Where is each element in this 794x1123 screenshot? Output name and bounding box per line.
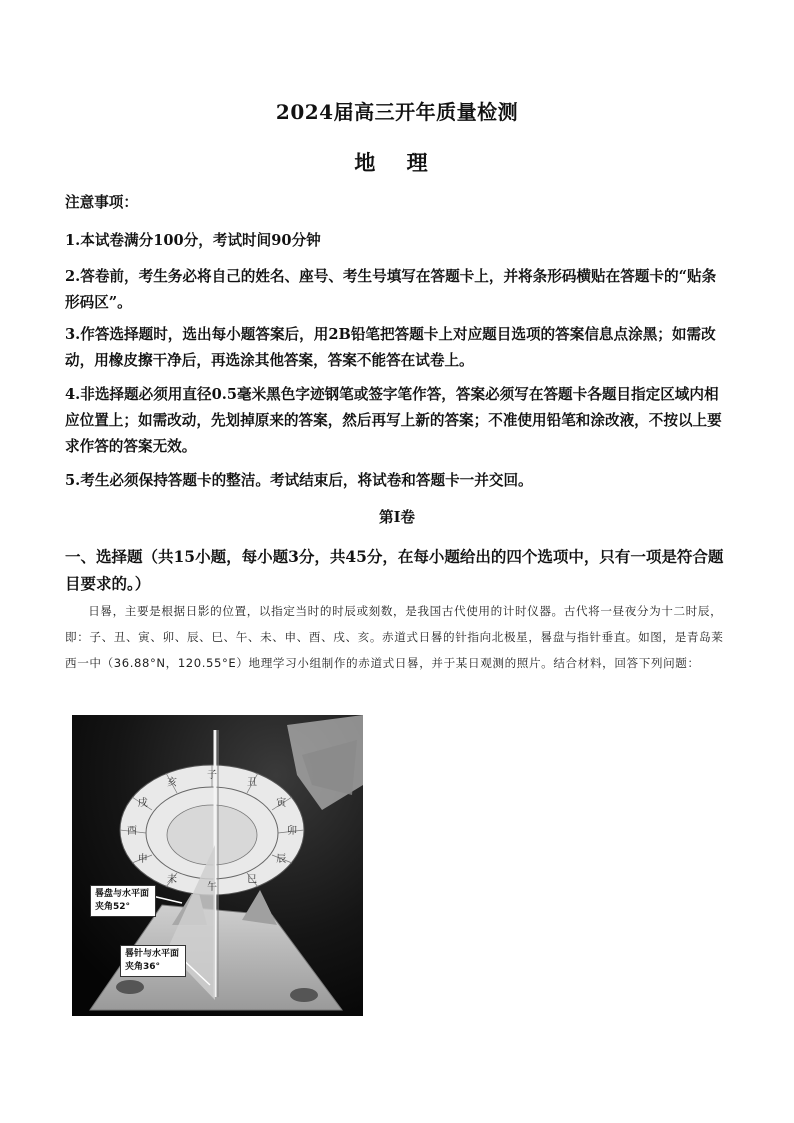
sundial-illustration (72, 715, 363, 1016)
dial-mark: 辰 (276, 854, 287, 865)
dial-mark: 子 (207, 770, 217, 781)
notice-item-3: 3.作答选择题时，选出每小题答案后，用2B铅笔把答题卡上对应题目选项的答案信息点涂黑；如需改动，用橡皮擦干净后，再选涂其他答案，答案不能答在试卷上。 (65, 326, 716, 369)
dial-mark: 亥 (167, 777, 177, 789)
exam-title: 2024届高三开年质量检测 (275, 100, 519, 124)
dial-mark: 寅 (276, 798, 287, 809)
notice-item-1: 1.本试卷满分100分，考试时间90分钟 (65, 232, 321, 249)
gnomon-angle-callout: 晷针与水平面夹角36° (120, 945, 186, 977)
subject-title: 地 理 (354, 150, 440, 175)
section-heading: 一、选择题（共15小题，每小题3分，共45分，在每小题给出的四个选项中，只有一项是符合题目要求的。） (65, 547, 724, 593)
dial-mark: 巳 (247, 874, 257, 886)
dial-mark: 酉 (127, 826, 137, 837)
dial-mark: 未 (167, 874, 177, 886)
notice-heading: 注意事项： (65, 194, 138, 211)
sundial-photo (72, 715, 363, 1016)
dial-mark: 卯 (287, 826, 297, 837)
dial-angle-callout: 晷盘与水平面夹角52° (90, 885, 156, 917)
dial-mark: 申 (137, 854, 148, 865)
notice-item-2: 2.答卷前，考生务必将自己的姓名、座号、考生号填写在答题卡上，并将条形码横贴在答题卡的“贴条形码区”。 (65, 268, 717, 311)
volume-heading: 第Ⅰ卷 (378, 509, 415, 526)
notice-item-4: 4.非选择题必须用直径0.5毫米黑色字迹钢笔或签字笔作答，答案必须写在答题卡各题目指定区域内相应位置上；如需改动，先划掉原来的答案，然后再写上新的答案；不准使用铅笔和涂改液，不按以上要求作答的答案无效。 (65, 386, 722, 455)
dial-mark: 戌 (137, 798, 148, 809)
notice-item-5: 5.考生必须保持答题卡的整洁。考试结束后，将试卷和答题卡一并交回。 (65, 472, 533, 489)
dial-mark: 午 (207, 882, 217, 893)
material-paragraph: 日晷，主要是根据日影的位置，以指定当时的时辰或刻数，是我国古代使用的计时仪器。古代将一昼夜分为十二时辰，即：子、丑、寅、卯、辰、巳、午、未、申、酉、戌、亥。赤道式日晷的针指向北极星，晷盘与指针垂直。如图，是青岛莱西一中（36.88°N，120.55°E）地理学习小组制作的赤道式日晷，并于某日观测的照片。结合材料，回答下列问题： (65, 604, 724, 670)
dial-mark: 丑 (247, 777, 257, 789)
